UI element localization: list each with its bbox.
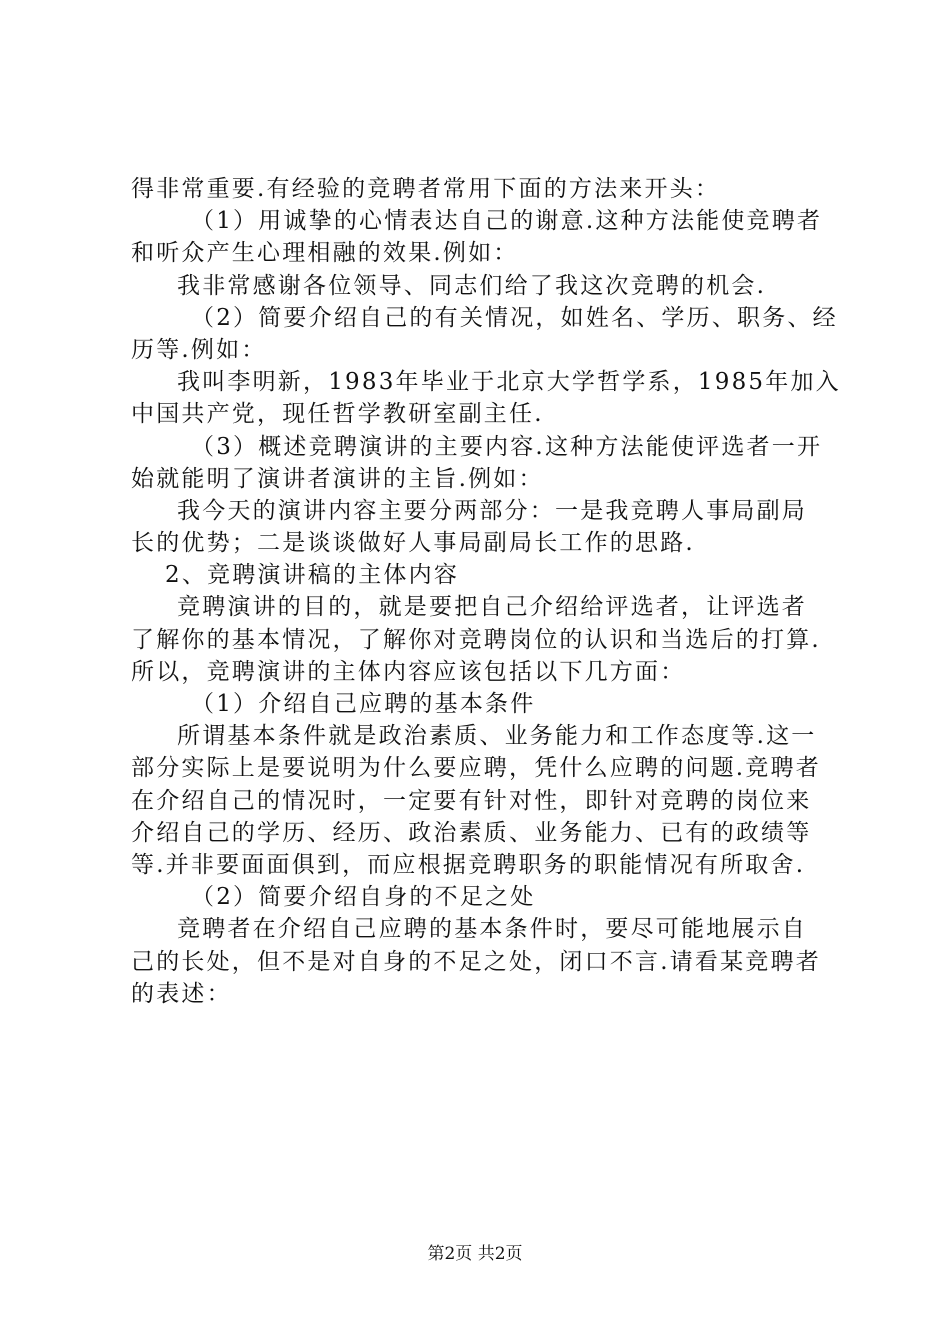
text-line: 所以，竞聘演讲的主体内容应该包括以下几方面： [131,658,686,685]
text-line: 我今天的演讲内容主要分两部分：一是我竞聘人事局副局 [177,497,807,524]
text-line: 得非常重要.有经验的竞聘者常用下面的方法来开头： [131,176,721,202]
text-line: 了解你的基本情况，了解你对竞聘岗位的认识和当选后的打算. [131,626,821,653]
text-line: 介绍自己的学历、经历、政治素质、业务能力、已有的政绩等 [131,819,812,846]
text-line: 中国共产党，现任哲学教研室副主任. [131,401,544,428]
text-line: （1）用诚挚的心情表达自己的谢意.这种方法能使竞聘者 [191,208,823,235]
text-line: （3）概述竞聘演讲的主要内容.这种方法能使评选者一开 [191,433,823,460]
text-line: 所谓基本条件就是政治素质、业务能力和工作态度等.这一 [177,723,817,750]
text-line: 我非常感谢各位领导、同志们给了我这次竞聘的机会. [177,272,767,299]
text-line: 在介绍自己的情况时，一定要有针对性，即针对竞聘的岗位来 [131,787,812,814]
page-footer [0,1244,950,1264]
document-body [131,173,841,1010]
section-heading: 2、竞聘演讲稿的主体内容 [165,562,460,589]
subsection-heading: （1）介绍自己应聘的基本条件 [191,691,536,717]
page-number-label: 第2页 共2页 [427,1244,523,1264]
text-line: 己的长处，但不是对自身的不足之处，闭口不言.请看某竞聘者 [131,948,821,975]
text-line: 竞聘者在介绍自己应聘的基本条件时，要尽可能地展示自 [177,916,807,943]
subsection-heading: （2）简要介绍自身的不足之处 [191,884,536,911]
text-line: （2）简要介绍自己的有关情况，如姓名、学历、职务、经 [191,304,838,331]
text-line: 等.并非要面面俱到，而应根据竞聘职务的职能情况有所取舍. [131,851,806,878]
text-line: 和听众产生心理相融的效果.例如： [131,240,519,267]
text-line: 始就能明了演讲者演讲的主旨.例如： [131,465,544,492]
text-line: 的表述： [131,980,232,1007]
text-line: 长的优势；二是谈谈做好人事局副局长工作的思路. [131,530,695,557]
text-line: 历等.例如： [131,336,267,363]
text-line: 竞聘演讲的目的，就是要把自己介绍给评选者，让评选者 [177,594,807,621]
text-line: 我叫李明新，1983年毕业于北京大学哲学系，1985年加入 [177,369,841,396]
text-line: 部分实际上是要说明为什么要应聘，凭什么应聘的问题.竞聘者 [131,755,821,782]
